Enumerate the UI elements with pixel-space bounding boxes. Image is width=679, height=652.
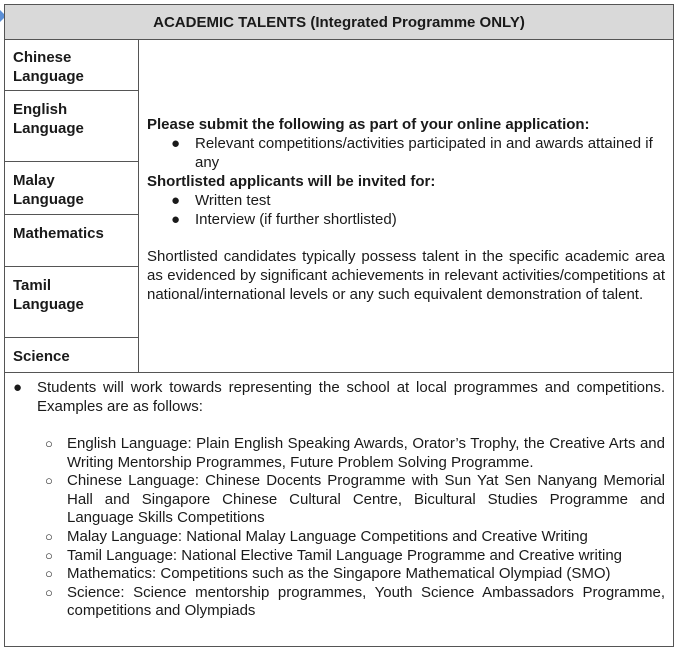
circle-bullet-icon: ○ [45,584,53,600]
talent-description: Shortlisted candidates typically possess talent in the specific academic area as evidenced by significant achievements in relevant activities/competitions at national/international levels or any such equivalent demonstration of talent. [147,248,665,303]
bullet-icon: ● [13,379,23,396]
list-item [147,191,665,210]
subjects-column [5,39,139,372]
list-item [37,472,665,528]
list-item [37,565,665,584]
subject-cell [5,39,138,91]
programmes-cell [5,372,673,646]
list-item [147,134,665,172]
table-title: ACADEMIC TALENTS (Integrated Programme ONLY) [153,13,525,31]
academic-talents-table [4,4,674,647]
circle-bullet-icon: ○ [45,566,53,582]
subject-label: Mathematics [13,225,104,242]
list-item [37,584,665,621]
list-item [37,528,665,547]
subject-label: Language [13,296,84,313]
list-item [37,435,665,472]
table-header [5,5,673,40]
shortlist-item: Written test [195,192,271,209]
programme-item: Chinese Language: Chinese Docents Programme with Sun Yat Sen Nanyang Memorial Hall and Singapore Chinese Cultural Centre, Bicultural Studies Programme and Language Skills Competitions [67,472,665,527]
programme-item: Malay Language: National Malay Language Competitions and Creative Writing [67,527,588,545]
bullet-icon: ● [171,211,181,228]
requirements-block [147,115,665,229]
programme-item: Tamil Language: National Elective Tamil Language Programme and Creative writing [67,546,623,564]
programme-item: English Language: Plain English Speaking Awards, Orator’s Trophy, the Creative Arts and Writing Mentorship Programmes, Future Problem Solving Programme. [67,435,665,471]
programme-item: Science: Science mentorship programmes, Youth Science Ambassadors Programme, competitions and Olympiads [67,583,665,620]
circle-bullet-icon: ○ [45,528,53,544]
circle-bullet-icon: ○ [45,436,53,451]
programme-list [37,435,665,621]
subject-label: Tamil [13,277,52,294]
subject-label: Chinese [13,49,72,66]
bullet-icon: ● [171,192,181,209]
subject-label: Language [13,120,84,137]
subject-label: Language [13,191,84,208]
subject-cell [5,338,138,372]
subject-cell [5,267,138,338]
programme-item: Mathematics: Competitions such as the Singapore Mathematical Olympiad (SMO) [67,565,611,583]
list-item [147,210,665,229]
shortlist-item: Interview (if further shortlisted) [195,211,397,228]
submit-item: Relevant competitions/activities participated in and awards attained if any [195,135,653,171]
subject-label: Malay [13,172,55,189]
subject-cell [5,162,138,215]
subject-label: Science [13,348,70,365]
submit-heading: Please submit the following as part of your online application: [147,116,590,133]
circle-bullet-icon: ○ [45,473,53,489]
requirements-cell [139,39,673,372]
subject-label: Language [13,68,84,85]
shortlist-heading: Shortlisted applicants will be invited for: [147,173,436,190]
list-item [37,547,665,566]
programmes-intro: Students will work towards representing the school at local programmes and competitions. Examples are as follows: [37,379,665,415]
subject-label: English [13,101,68,118]
subject-cell [5,91,138,162]
bullet-icon: ● [171,135,181,152]
subject-cell [5,215,138,267]
circle-bullet-icon: ○ [45,547,53,563]
